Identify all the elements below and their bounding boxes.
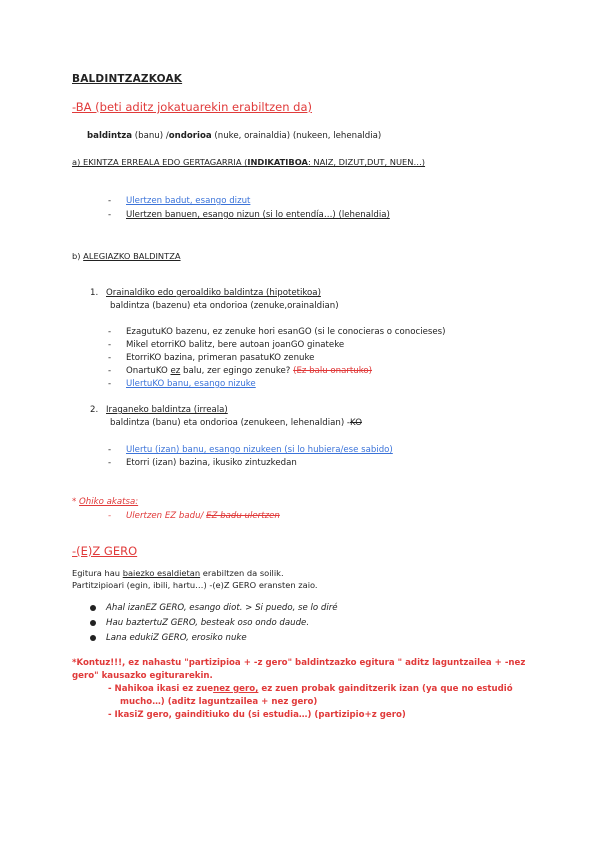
ohiko-wrong: EZ badu ulertzen — [206, 511, 280, 521]
sub2-desc — [110, 418, 362, 428]
bullet-icon — [90, 635, 96, 641]
example-link[interactable]: Ulertu (izan) banu, esango nizukeen (si lo hubiera/ese sabido) — [126, 445, 393, 455]
example-text: Mikel etorriKO balitz, bere autoan joanGO ginateke — [126, 340, 345, 350]
list-item — [108, 445, 393, 455]
dash-marker: - — [108, 366, 112, 376]
list-item — [108, 379, 256, 389]
kontuz-item1-a: - Nahikoa ikasi ez zue — [108, 684, 214, 694]
section-a-suffix: : NAIZ, DIZUT,DUT, NUEN…) — [307, 157, 426, 167]
bullet-item — [90, 603, 338, 613]
sub2-desc-strike: KO — [350, 418, 362, 428]
example-text: EzagutuKO bazenu, ez zenuke hori esanGO (si le conocieras o conocieses) — [126, 327, 446, 337]
page-title: BALDINTZAZKOAK — [72, 73, 183, 85]
example-text: Etorri (izan) bazina, ikusiko zintuzkedan — [126, 458, 297, 468]
dash-marker: - — [108, 340, 112, 350]
ohiko-correct: Ulertzen EZ badu/ — [126, 511, 207, 521]
ez-gero-line2: Partitzipioari (egin, ibili, hartu…) -(e)Z GERO eransten zaio. — [72, 580, 318, 590]
ez-gero-line1 — [72, 568, 284, 578]
line1-text-a: Egitura hau — [72, 568, 123, 578]
intro-baldintza: baldintza — [87, 131, 133, 141]
kontuz-item1-cont: mucho…) (aditz laguntzailea + nez gero) — [120, 697, 318, 707]
bullet-icon — [90, 620, 96, 626]
ohiko-label: Ohiko akatsa: — [79, 497, 139, 507]
list-item — [108, 511, 280, 521]
ohiko-heading — [72, 497, 138, 507]
list-item — [108, 458, 297, 468]
example-text: balu, zer egingo zenuke? — [180, 366, 294, 376]
example-link[interactable]: UlertuKO banu, esango nizuke — [126, 379, 256, 389]
sub2-number: 2. — [90, 405, 99, 415]
intro-text-2: (nuke, orainaldia) (nukeen, lehenaldia) — [211, 131, 382, 141]
kontuz-item1-b: ez zuen probak gainditzerik izan (ya que no estudió — [258, 684, 513, 694]
dash-marker: - — [108, 353, 112, 363]
section-b-label: ALEGIAZKO BALDINTZA — [83, 251, 181, 261]
example-text: EtorriKO bazina, primeran pasatuKO zenuke — [126, 353, 315, 363]
sub1-desc: baldintza (bazenu) eta ondorioa (zenuke,orainaldian) — [110, 301, 339, 311]
sub2-title: Iraganeko baldintza (irreala) — [106, 405, 228, 415]
sub1-number: 1. — [90, 288, 99, 298]
line1-text-b: erabiltzen da soilik. — [200, 568, 284, 578]
bullet-item — [90, 633, 247, 643]
kontuz-item1 — [108, 684, 513, 694]
section-a-prefix: a) EKINTZA ERREALA EDO GERTAGARRIA ( — [72, 157, 248, 167]
section-a-bold: INDIKATIBOA — [247, 157, 308, 167]
dash-marker: - — [108, 458, 112, 468]
kontuz-line2: gero" kausazko egiturarekin. — [72, 671, 213, 681]
intro-ondorioa: ondorioa — [168, 131, 212, 141]
ohiko-star: * — [72, 497, 80, 507]
ez-word: ez — [170, 366, 181, 376]
sub1-title-row — [90, 288, 321, 298]
bullet-text: Hau baztertuZ GERO, besteak oso ondo daude. — [106, 618, 310, 628]
example-text: OnartuKO — [126, 366, 171, 376]
example-text: Ulertzen banuen, esango nizun (si lo entendía…) (lehenaldia) — [126, 210, 390, 220]
bullet-text: Lana edukiZ GERO, erosiko nuke — [106, 633, 247, 643]
bullet-icon — [90, 605, 96, 611]
dash-marker: - — [108, 511, 112, 521]
section-a-heading — [72, 157, 425, 167]
kontuz-item2: - IkasiZ gero, gainditiuko du (si estudia…) (partizipio+z gero) — [108, 710, 406, 720]
sub1-title: Orainaldiko edo geroaldiko baldintza (hipotetikoa) — [106, 288, 321, 298]
ba-intro — [87, 131, 381, 141]
dash-marker: - — [108, 445, 112, 455]
ez-gero-heading: -(E)Z GERO — [72, 544, 138, 558]
section-b-heading — [72, 251, 181, 261]
dash-marker: - — [108, 379, 112, 389]
kontuz-item1-underlined: nez gero, — [213, 684, 259, 694]
dash-marker: - — [108, 327, 112, 337]
dash-marker: - — [108, 196, 112, 206]
list-item — [108, 340, 344, 350]
list-item — [108, 327, 445, 337]
ba-heading: -BA (beti aditz jokatuarekin erabiltzen da) — [72, 100, 312, 114]
example-link[interactable]: Ulertzen badut, esango dizut — [126, 196, 251, 206]
list-item — [108, 210, 390, 220]
bullet-text: Ahal izanEZ GERO, esango diot. > Si puedo, se lo diré — [106, 603, 338, 613]
section-b-prefix: b) — [72, 251, 84, 261]
bullet-item — [90, 618, 309, 628]
list-item — [108, 366, 372, 376]
dash-marker: - — [108, 210, 112, 220]
sub2-title-row — [90, 405, 228, 415]
list-item — [108, 353, 314, 363]
line1-underlined: baiezko esaldietan — [122, 568, 201, 578]
sub2-desc-text: baldintza (banu) eta ondorioa (zenukeen, lehenaldian) - — [110, 418, 351, 428]
kontuz-line1: *Kontuz!!!, ez nahastu "partizipioa + -z gero" baldintzazko egitura " aditz laguntzailea + -nez — [72, 658, 526, 668]
intro-text-1: (banu) / — [132, 131, 169, 141]
list-item — [108, 196, 250, 206]
strikethrough-correction: (Ez balu onartuko) — [293, 366, 373, 376]
